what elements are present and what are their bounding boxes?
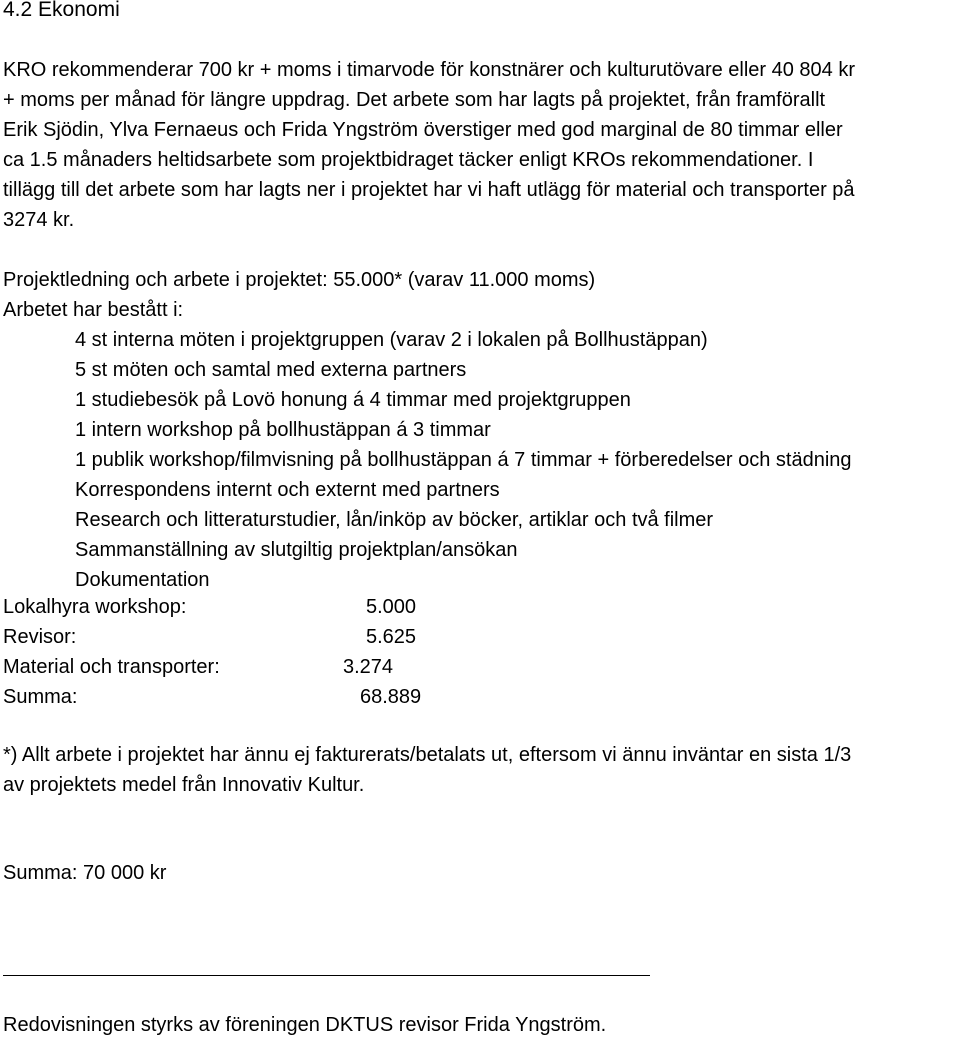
work-items-list [75,325,852,595]
list-item: 1 intern workshop på bollhustäppan á 3 timmar [75,419,491,441]
intro-line: Erik Sjödin, Ylva Fernaeus och Frida Yngström överstiger med god marginal de 80 timmar eller [3,119,843,141]
intro-line: 3274 kr. [3,209,75,231]
cost-value: 5.000 [366,596,417,618]
cost-label: Lokalhyra workshop: [3,596,187,618]
footnote-line: av projektets medel från Innovativ Kultur. [3,774,365,796]
cost-value: 5.625 [366,626,417,648]
project-work-block [3,265,958,325]
intro-line: tillägg till det arbete som har lagts ner i projektet har vi haft utlägg för material och transporter på [3,179,855,201]
list-item: 5 st möten och samtal med externa partners [75,359,467,381]
cost-label: Revisor: [3,626,77,648]
total-sum: Summa: 70 000 kr [3,862,167,884]
cost-row [3,592,503,622]
signature-line-divider [3,975,650,976]
list-item: Dokumentation [75,569,210,591]
cost-table [3,592,503,712]
cost-value: 68.889 [360,686,422,708]
work-intro: Arbetet har bestått i: [3,299,184,321]
list-item: 4 st interna möten i projektgruppen (varav 2 i lokalen på Bollhustäppan) [75,329,708,351]
list-item: 1 studiebesök på Lovö honung á 4 timmar med projektgruppen [75,389,631,411]
cost-value: 3.274 [343,656,394,678]
list-item: Sammanställning av slutgiltig projektplan/ansökan [75,539,518,561]
intro-line: KRO rekommenderar 700 kr + moms i timarvode för konstnärer och kulturutövare eller 40 804 kr [3,59,856,81]
intro-line: + moms per månad för längre uppdrag. Det arbete som har lagts på projektet, från framförallt [3,89,826,111]
footnote [3,740,958,800]
intro-paragraph [3,55,958,235]
cost-label: Material och transporter: [3,656,220,678]
cost-row [3,652,503,682]
cost-row [3,622,503,652]
cost-label: Summa: [3,686,78,708]
cost-row [3,682,503,712]
list-item: Korrespondens internt och externt med partners [75,479,500,501]
footnote-line: *) Allt arbete i projektet har ännu ej fakturerats/betalats ut, eftersom vi ännu inväntar en sista 1/3 [3,744,852,766]
section-heading: 4.2 Ekonomi [3,0,120,21]
intro-line: ca 1.5 månaders heltidsarbete som projektbidraget täcker enligt KROs rekommendationer. I [3,149,814,171]
signature-statement: Redovisningen styrks av föreningen DKTUS revisor Frida Yngström. [3,1014,607,1036]
project-line: Projektledning och arbete i projektet: 55.000* (varav 11.000 moms) [3,269,596,291]
list-item: Research och litteraturstudier, lån/inköp av böcker, artiklar och två filmer [75,509,714,531]
list-item: 1 publik workshop/filmvisning på bollhustäppan á 7 timmar + förberedelser och städning [75,449,852,471]
